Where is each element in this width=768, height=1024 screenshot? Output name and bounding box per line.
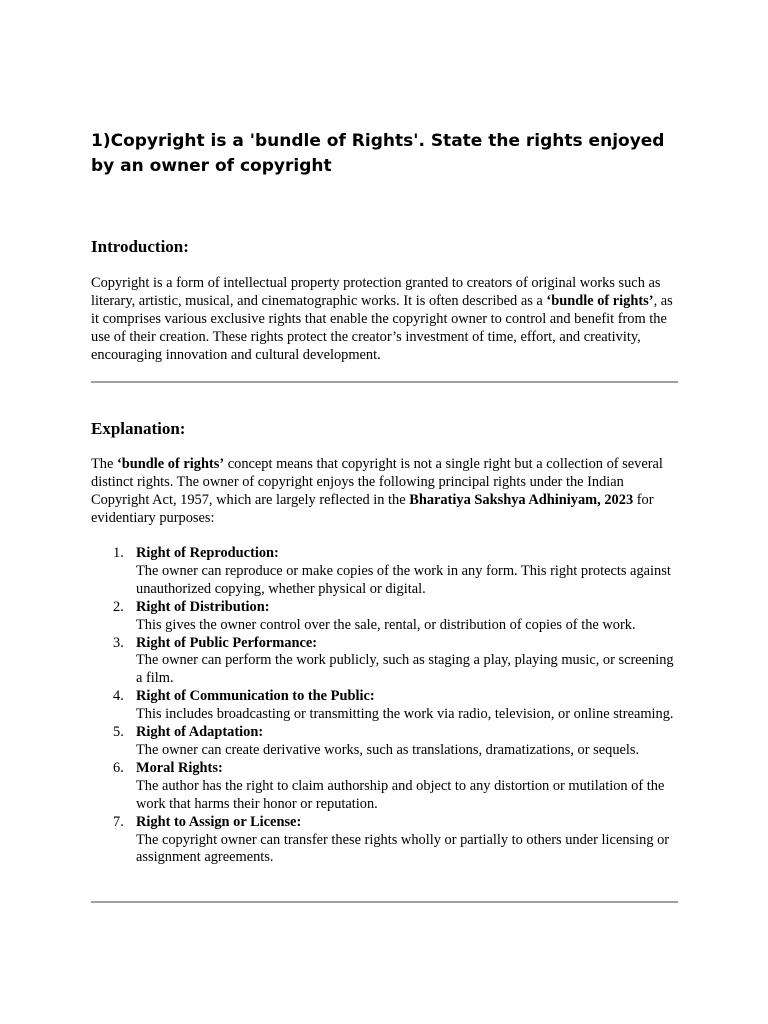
list-item-title: Right of Public Performance: bbox=[136, 634, 318, 651]
introduction-bold-1: ‘bundle of rights’ bbox=[546, 292, 654, 309]
rights-list bbox=[91, 545, 679, 867]
explanation-text-2: concept means that copyright is not a single right but a collection of several distinct rights. The owner of copyright enjoys the following principal rights under the Indian Copyright Act, 1957, which are largely reflected in the bbox=[91, 456, 663, 508]
list-item-description: The copyright owner can transfer these rights wholly or partially to others under licensing or assignment agreements. bbox=[136, 831, 670, 866]
explanation-paragraph bbox=[91, 456, 679, 528]
list-item-number: 5. bbox=[113, 724, 124, 741]
list-item-description: The owner can create derivative works, such as translations, dramatizations, or sequels. bbox=[136, 741, 640, 758]
list-item-number: 3. bbox=[113, 634, 124, 651]
list-item-title: Right to Assign or License: bbox=[136, 813, 302, 830]
list-item bbox=[91, 688, 679, 724]
list-item-title: Right of Reproduction: bbox=[136, 545, 279, 561]
divider-1 bbox=[91, 381, 678, 383]
list-item-title: Right of Distribution: bbox=[136, 598, 270, 615]
list-item-description: This gives the owner control over the sale, rental, or distribution of copies of the work. bbox=[136, 616, 636, 633]
list-item bbox=[91, 760, 679, 814]
list-item bbox=[91, 599, 679, 635]
list-item-description: This includes broadcasting or transmitting the work via radio, television, or online streaming. bbox=[136, 706, 674, 723]
explanation-text-1: The bbox=[91, 456, 117, 472]
list-item bbox=[91, 814, 679, 868]
explanation-bold-1: ‘bundle of rights’ bbox=[116, 456, 225, 472]
explanation-bold-2: Bharatiya Sakshya Adhiniyam, 2023 bbox=[409, 491, 634, 508]
list-item-number: 1. bbox=[113, 545, 124, 561]
list-item-description: The owner can reproduce or make copies of the work in any form. This right protects against unauthorized copying, whether physical or digital. bbox=[136, 562, 671, 597]
introduction-paragraph bbox=[91, 275, 679, 365]
list-item-title: Right of Communication to the Public: bbox=[136, 688, 375, 705]
list-item-title: Right of Adaptation: bbox=[136, 724, 264, 741]
list-item-number: 7. bbox=[113, 813, 124, 830]
document-title: 1)Copyright is a 'bundle of Rights'. State the rights enjoyed by an owner of copyright bbox=[91, 131, 665, 176]
list-item bbox=[91, 724, 679, 760]
introduction-text-1: Copyright is a form of intellectual property protection granted to creators of original works such as literary, artistic, musical, and cinematographic works. It is often described as a bbox=[91, 275, 661, 309]
list-item-title: Moral Rights: bbox=[136, 759, 223, 776]
list-item-number: 6. bbox=[113, 759, 124, 776]
list-item-number: 2. bbox=[113, 598, 124, 615]
list-item-number: 4. bbox=[113, 688, 124, 705]
list-item bbox=[91, 545, 679, 599]
divider-2 bbox=[91, 901, 678, 903]
explanation-heading: Explanation: bbox=[91, 419, 186, 438]
introduction-text-2: , as it comprises various exclusive rights that enable the copyright owner to control and benefit from the use of their creation. These rights protect the creator’s investment of time, effort, and creativity, encouraging innovation and cultural development. bbox=[91, 292, 673, 363]
list-item bbox=[91, 635, 679, 689]
list-item-description: The owner can perform the work publicly, such as staging a play, playing music, or screening a film. bbox=[136, 652, 674, 687]
explanation-text-3: for evidentiary purposes: bbox=[91, 491, 654, 526]
list-item-description: The author has the right to claim authorship and object to any distortion or mutilation of the work that harms their honor or reputation. bbox=[136, 777, 665, 812]
introduction-heading: Introduction: bbox=[91, 237, 189, 256]
